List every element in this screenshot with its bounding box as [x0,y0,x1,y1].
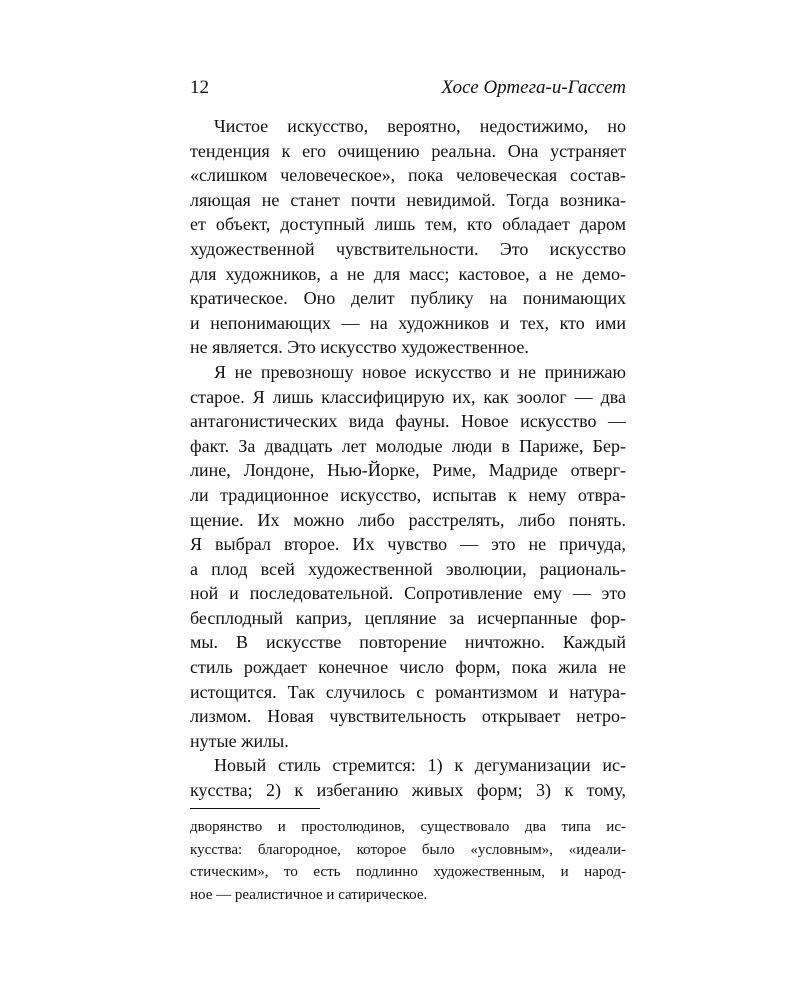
book-page [190,0,626,1000]
footnote [190,816,626,906]
text-line: и непонимающих — на художников и тех, кто ими [190,312,626,333]
text-line: лизмом. Новая чувствительность открывает нетро- [190,706,626,727]
footnote-line: ное — реалистичное и сатирическое. [190,886,428,903]
text-line: ной и последовательной. Сопротивление ему — это [190,583,626,604]
text-line: Я не превозношу новое искусство и не принижаю [214,361,626,382]
text-line: истощится. Так случилось с романтизмом и натура- [190,681,626,702]
page-number: 12 [190,77,209,98]
footnote-line: стическим», то есть подлинно художественным, и народ- [190,864,626,880]
page-header [190,76,626,100]
text-line: а плод всей художественной эволюции, рациональ- [190,558,626,579]
text-line: щение. Их можно либо расстрелять, либо понять. [190,509,626,530]
paragraph-3 [190,753,626,802]
main-text [190,114,626,803]
footnote-line: дворянство и простолюдинов, существовало два типа ис- [190,819,626,835]
text-line: ет объект, доступный лишь тем, кто обладает даром [190,214,626,235]
text-line: бесплодный каприз, цепляние за исчерпанные фор- [190,607,626,628]
text-line: ли традиционное искусство, испытав к нему отвра- [190,484,626,505]
footnote-divider [190,808,320,809]
text-line: тенденция к его очищению реальна. Она устраняет [190,140,626,161]
text-line: стиль рождает конечное число форм, пока жила не [190,657,626,678]
footnote-line: кусства: благородное, которое было «условным», «идеали- [190,841,626,858]
text-line: художественной чувствительности. Это искусство [190,238,626,259]
text-line: ляющая не станет почти невидимой. Тогда возника- [190,189,626,210]
text-line: Новый стиль стремится: 1) к дегуманизации ис- [214,755,626,776]
paragraph-2 [190,360,626,754]
text-line: не является. Это искусство художественное. [190,337,529,358]
text-line: антагонистических вида фауны. Новое искусство — [190,411,626,432]
text-line: лине, Лондоне, Нью-Йорке, Риме, Мадриде отверг- [190,460,626,481]
text-line: Я выбрал второе. Их чувство — это не причуда, [190,534,626,555]
text-line: Чистое искусство, вероятно, недостижимо, но [214,116,626,136]
text-line: мы. В искусстве повторение ничтожно. Каждый [190,632,626,653]
text-line: для художников, а не для масс; кастовое, а не демо- [190,263,626,284]
paragraph-1 [190,114,626,360]
text-line: факт. За двадцать лет молодые люди в Париже, Бер- [190,435,626,456]
text-line: кратическое. Оно делит публику на понимающих [190,288,626,309]
running-title: Хосе Ортега-и-Гассет [441,77,626,98]
text-line: кусства; 2) к избеганию живых форм; 3) к тому, [190,780,626,801]
text-line: нутые жилы. [190,730,289,751]
text-line: «слишком человеческое», пока человеческая состав- [190,165,626,186]
text-line: старое. Я лишь классифицирую их, как зоолог — два [190,386,626,407]
